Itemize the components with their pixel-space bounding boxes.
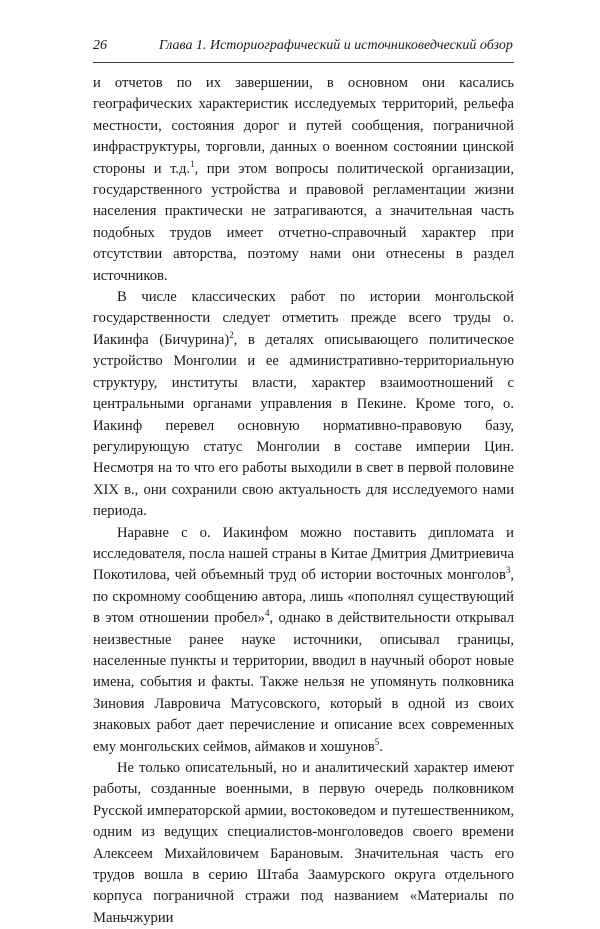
footnote-ref-1: 1 [190, 158, 195, 169]
body-text [93, 73, 514, 929]
page-number: 26 [93, 38, 107, 53]
footnote-ref-5: 5 [374, 736, 380, 747]
paragraph-text: и отчетов по их завершении, в основном они касались географических характеристик исследуемых территорий, рельефа местности, состояния дорог и путей сообщения, пограничной инфраструктуры, торговли, данных о военном состоянии цинской стороны и т.д. [93, 75, 514, 177]
paragraph-text: , по скромному сообщению автора, лишь «пополнял существующий в этом отношении пробел» [93, 567, 514, 627]
paragraph-text: Наравне с о. Иакинфом можно поставить дипломата и исследователя, посла нашей страны в Китае Дмитрия Дмитриевича Покотилова, чей объемный труд об истории восточных монголов [93, 524, 514, 584]
running-title: Глава 1. Историографический и источниковедческий обзор [159, 38, 513, 53]
paragraph-3 [93, 523, 514, 758]
page-header [93, 38, 514, 58]
paragraph-text: . [379, 738, 383, 755]
paragraph-text: В числе классических работ по истории монгольской государственности следует отметить прежде всего труды о. Иакинфа (Бичурина) [93, 289, 514, 348]
paragraph-text: , в деталях описывающего политическое устройство Монголии и ее административно-территориальную структуру, институты власти, характер взаимоотношений с центральными органами управления в Пекине. Кроме того, о. Иакинф перевел основную нормативно-правовую базу, регулирующую статус Монголии в составе империи Цин. Несмотря на то что его работы выходили в свет в первой половине XIX в., они сохранили свою актуальность для исследуемого нами периода. [93, 331, 514, 520]
footnote-ref-2: 2 [229, 330, 234, 341]
paragraph-2 [93, 287, 514, 522]
paragraph-1 [93, 73, 514, 287]
paragraph-4 [93, 758, 514, 929]
footnote-ref-4: 4 [264, 608, 270, 619]
paragraph-text: , однако в действительности открывал неизвестные ранее науке источники, описывал границы, населенные пункты и территории, вводил в научный оборот новые имена, события и факты. Также нельзя не упомянуть полковника Зиновия Лавровича Матусовского, который в одной из своих знаковых работ дает перечисление и описание всех современных ему монгольских сеймов, аймаков и хошунов [93, 610, 514, 755]
footnote-ref-3: 3 [505, 565, 511, 576]
paragraph-text: Не только описательный, но и аналитический характер имеют работы, созданные военными, в первую очередь полковником Русской императорской армии, востоковедом и путешественником, одним из ведущих специалистов-монголоведов своего времени Алексеем Михайловичем Барановым. Значительная часть его трудов вошла в серию Штаба Заамурского округа отдельного корпуса пограничной стражи под названием «Материалы по Маньчжурии [93, 760, 514, 926]
paragraph-text: , при этом вопросы политической организации, государственного устройства и правовой регламентации жизни населения практически не затрагиваются, а значительная часть подобных трудов имеет отчетно-справочный характер при отсутствии авторства, поэтому нами они отнесены в раздел источников. [93, 160, 515, 284]
header-rule [93, 62, 514, 63]
